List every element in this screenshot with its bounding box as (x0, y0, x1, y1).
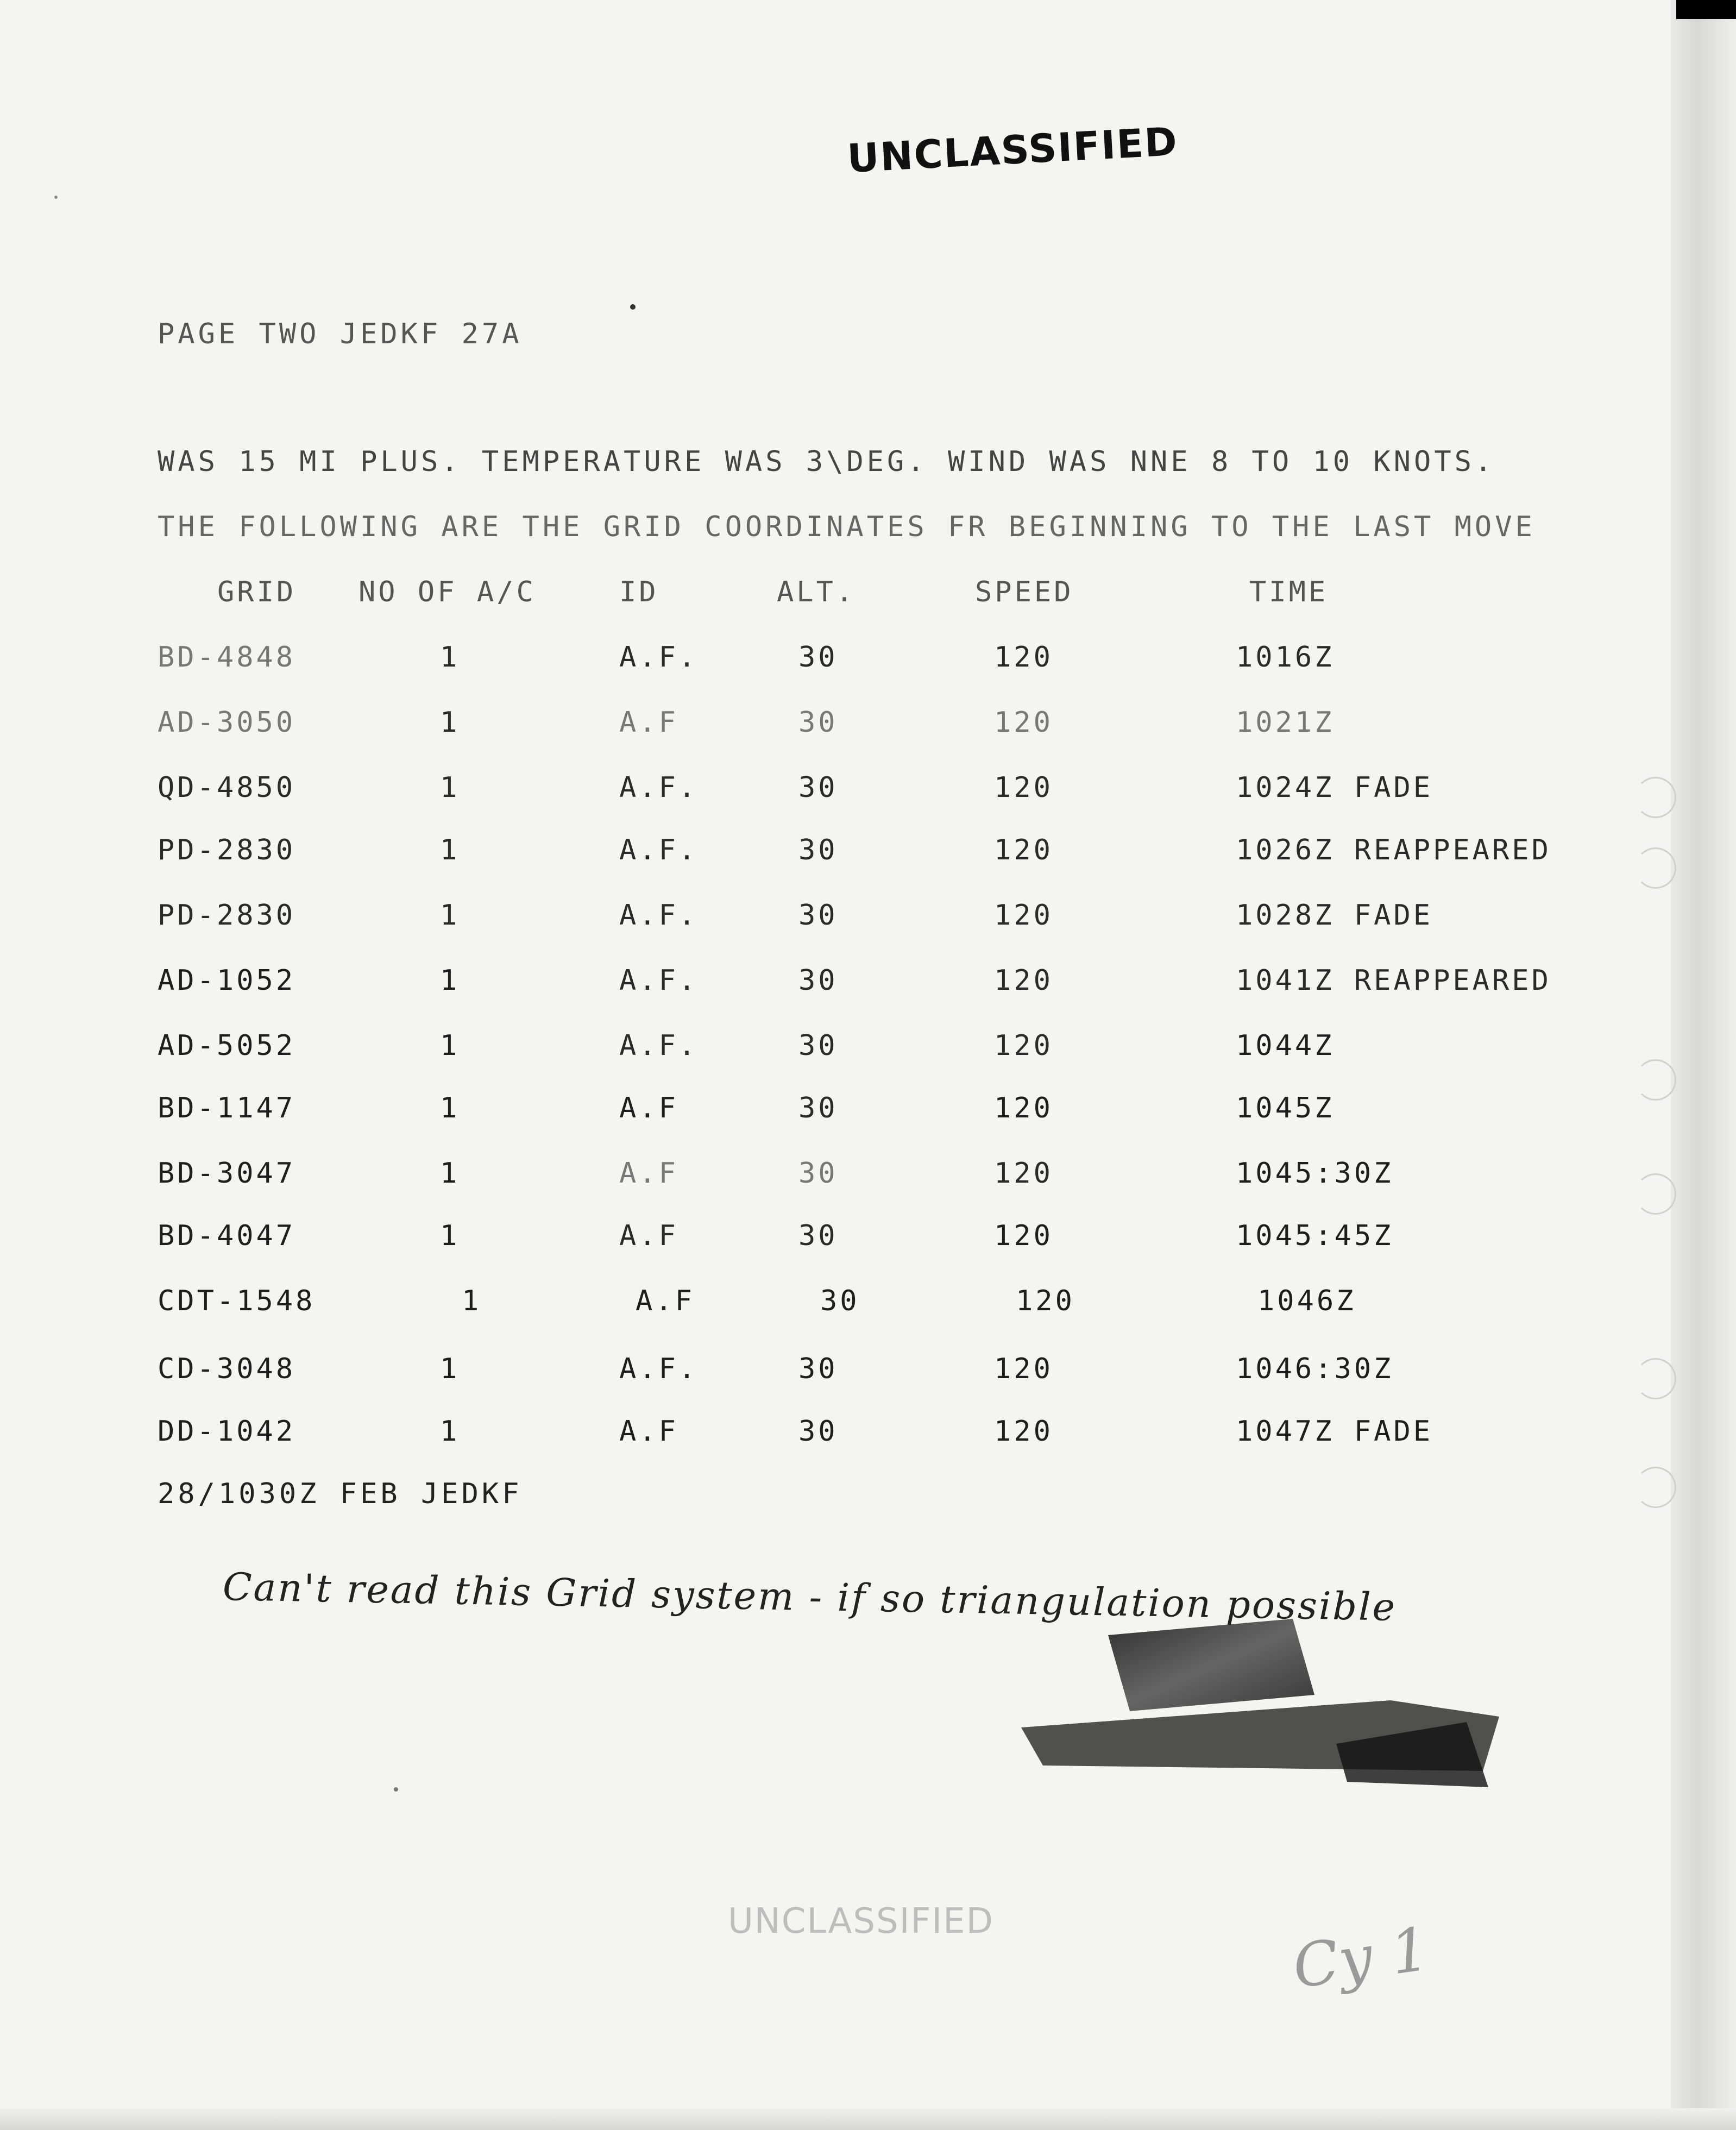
table-row (0, 1157, 1736, 1211)
cell-grid: CD-3048 (158, 1353, 296, 1385)
page-header: PAGE TWO JEDKF 27A (158, 318, 523, 350)
cell-no: 1 (440, 706, 460, 739)
cell-time: 1047Z FADE (1236, 1415, 1433, 1448)
column-header-alt: ALT. (777, 576, 856, 608)
cell-grid: AD-1052 (158, 964, 296, 997)
cell-id: A.F (619, 1220, 678, 1252)
cell-alt: 30 (798, 1353, 838, 1385)
cell-speed: 120 (994, 641, 1053, 674)
cell-id: A.F (619, 706, 678, 739)
classification-stamp-bottom: UNCLASSIFIED (728, 1901, 994, 1941)
ink-dot (54, 196, 58, 199)
ink-dot (630, 304, 636, 310)
cell-alt: 30 (798, 771, 838, 804)
body-line: THE FOLLOWING ARE THE GRID COORDINATES FR BEGINNING TO THE LAST MOVE (158, 511, 1536, 543)
cell-time: 1045:30Z (1236, 1157, 1394, 1190)
cell-alt: 30 (798, 1157, 838, 1190)
cell-speed: 120 (994, 1220, 1053, 1252)
cell-alt: 30 (798, 1220, 838, 1252)
cell-time: 1041Z REAPPEARED (1236, 964, 1551, 997)
table-row (0, 1285, 1736, 1339)
cell-alt: 30 (798, 706, 838, 739)
cell-id: A.F. (619, 1353, 699, 1385)
cell-no: 1 (440, 1157, 460, 1190)
cell-no: 1 (440, 899, 460, 932)
cell-id: A.F (619, 1092, 678, 1124)
table-row (0, 964, 1736, 1019)
cell-alt: 30 (798, 964, 838, 997)
cell-time: 1016Z (1236, 641, 1335, 674)
cell-no: 1 (440, 834, 460, 866)
cell-grid: BD-1147 (158, 1092, 296, 1124)
column-header-id: ID (619, 576, 659, 608)
cell-time: 1024Z FADE (1236, 771, 1433, 804)
cell-id: A.F (619, 1157, 678, 1190)
cell-speed: 120 (994, 706, 1053, 739)
cell-speed: 120 (994, 1092, 1053, 1124)
cell-alt: 30 (798, 1415, 838, 1448)
cell-no: 1 (440, 1092, 460, 1124)
cell-no: 1 (440, 771, 460, 804)
cell-time: 1026Z REAPPEARED (1236, 834, 1551, 866)
cell-time: 1028Z FADE (1236, 899, 1433, 932)
table-row (0, 1029, 1736, 1084)
cell-time: 1044Z (1236, 1029, 1335, 1062)
cell-no: 1 (440, 1220, 460, 1252)
cell-id: A.F. (619, 641, 699, 674)
cell-no: 1 (440, 1353, 460, 1385)
cell-speed: 120 (994, 1029, 1053, 1062)
cell-id: A.F. (619, 964, 699, 997)
cell-no: 1 (440, 964, 460, 997)
table-row (0, 771, 1736, 826)
body-line: WAS 15 MI PLUS. TEMPERATURE WAS 3\DEG. WIND WAS NNE 8 TO 10 KNOTS. (158, 445, 1495, 478)
cell-no: 1 (440, 1029, 460, 1062)
table-row (0, 1415, 1736, 1469)
cell-id: A.F. (619, 771, 699, 804)
cell-grid: BD-4047 (158, 1220, 296, 1252)
cell-id: A.F. (619, 899, 699, 932)
table-row (0, 641, 1736, 695)
cell-id: A.F (619, 1415, 678, 1448)
table-row (0, 1092, 1736, 1146)
cell-grid: BD-3047 (158, 1157, 296, 1190)
cell-grid: AD-5052 (158, 1029, 296, 1062)
ink-smudge (1010, 1608, 1499, 1787)
column-header-no-of-ac: NO OF A/C (358, 576, 536, 608)
cell-speed: 120 (994, 899, 1053, 932)
cell-grid: QD-4850 (158, 771, 296, 804)
cell-no: 1 (462, 1285, 482, 1317)
punch-hole (1635, 1467, 1676, 1508)
ink-dot (394, 1787, 398, 1792)
cell-alt: 30 (798, 641, 838, 674)
cell-id: A.F. (619, 834, 699, 866)
table-row (0, 834, 1736, 888)
cell-grid: BD-4848 (158, 641, 296, 674)
table-row (0, 1353, 1736, 1407)
cell-id: A.F (636, 1285, 695, 1317)
classification-stamp-top: UNCLASSIFIED (846, 118, 1179, 181)
table-row (0, 1220, 1736, 1274)
cell-time: 1045Z (1236, 1092, 1335, 1124)
table-row (0, 706, 1736, 761)
cell-grid: PD-2830 (158, 834, 296, 866)
cell-alt: 30 (798, 834, 838, 866)
cell-no: 1 (440, 641, 460, 674)
handwritten-initials: Cy 1 (1288, 1914, 1433, 2002)
handwritten-note: Can't read this Grid system - if so triangulation possible (222, 1564, 1397, 1630)
cell-id: A.F. (619, 1029, 699, 1062)
cell-grid: AD-3050 (158, 706, 296, 739)
cell-speed: 120 (994, 1415, 1053, 1448)
cell-grid: CDT-1548 (158, 1285, 316, 1317)
column-header-time: TIME (1249, 576, 1329, 608)
column-header-grid: GRID (217, 576, 297, 608)
cell-speed: 120 (994, 771, 1053, 804)
cell-alt: 30 (820, 1285, 860, 1317)
cell-time: 1046Z (1257, 1285, 1356, 1317)
scan-bottom-edge (0, 2108, 1736, 2130)
cell-speed: 120 (994, 834, 1053, 866)
cell-no: 1 (440, 1415, 460, 1448)
cell-speed: 120 (994, 1157, 1053, 1190)
column-header-speed: SPEED (975, 576, 1074, 608)
cell-alt: 30 (798, 899, 838, 932)
cell-speed: 120 (994, 964, 1053, 997)
cell-speed: 120 (1016, 1285, 1075, 1317)
cell-time: 1045:45Z (1236, 1220, 1394, 1252)
dtg-footer: 28/1030Z FEB JEDKF (158, 1478, 523, 1510)
cell-alt: 30 (798, 1029, 838, 1062)
cell-grid: PD-2830 (158, 899, 296, 932)
scan-border (1676, 0, 1736, 19)
table-row (0, 899, 1736, 953)
cell-time: 1046:30Z (1236, 1353, 1394, 1385)
cell-alt: 30 (798, 1092, 838, 1124)
cell-time: 1021Z (1236, 706, 1335, 739)
cell-speed: 120 (994, 1353, 1053, 1385)
cell-grid: DD-1042 (158, 1415, 296, 1448)
